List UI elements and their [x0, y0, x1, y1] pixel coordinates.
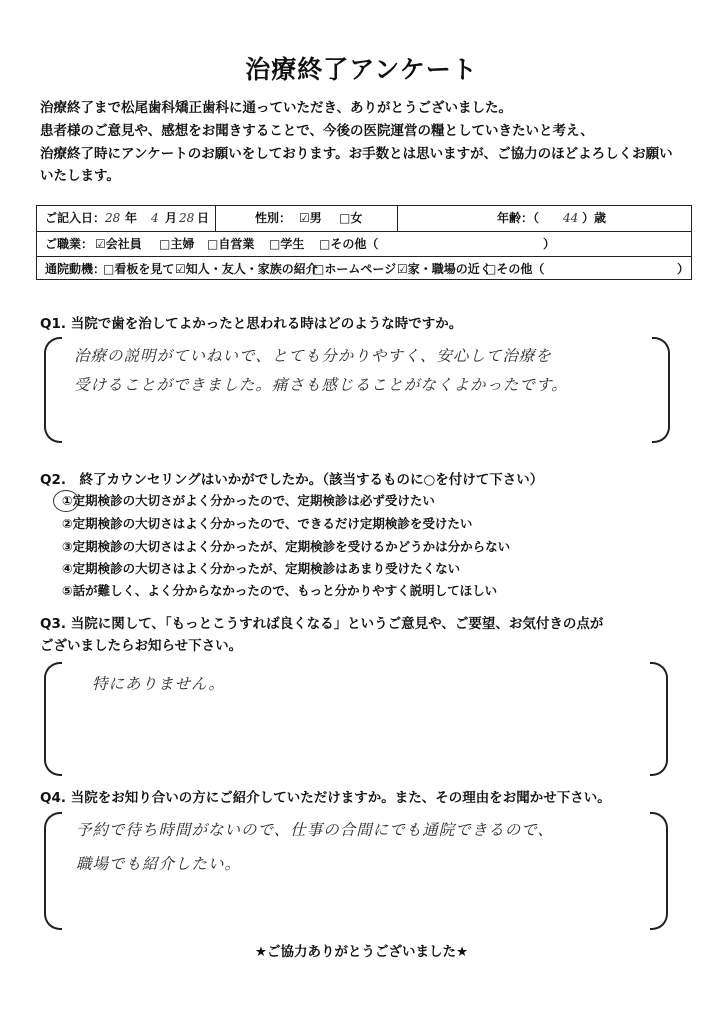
intro-line-3: 治療終了時にアンケートのお願いをしております。お手数とは思いますが、ご協力のほどよろしくお願い	[40, 146, 673, 162]
motive-option-other[interactable]: □その他（	[485, 262, 545, 276]
respondent-info-table	[36, 205, 692, 280]
gender-male-checkbox[interactable]: ☑男	[299, 211, 322, 225]
q4-question: Q4. 当院をお知り合いの方にご紹介していただけますか。また、その理由をお聞かせ下さい。	[40, 790, 611, 806]
date-day-unit: 日	[197, 211, 210, 225]
intro-line-4: いたします。	[40, 168, 120, 184]
occupation-label: ご職業：	[45, 237, 94, 251]
q4-answer-line-1[interactable]: 予約で待ち時間がないので、仕事の合間にでも通院できるので、	[76, 821, 554, 839]
q4-answer-line-2[interactable]: 職場でも紹介したい。	[76, 855, 242, 873]
q2-option-4[interactable]: ④定期検診の大切さはよく分かったが、定期検診はあまり受けたくない	[62, 561, 461, 576]
motive-option-referral[interactable]: ☑知人・友人・家族の紹介	[175, 262, 318, 276]
gender-female-checkbox[interactable]: □女	[339, 211, 363, 225]
q4-answer-frame-right	[650, 812, 668, 930]
q1-answer-frame-right	[652, 337, 670, 443]
date-year-value[interactable]: 28	[105, 211, 121, 225]
q3-answer-frame-right	[650, 662, 668, 776]
page-title: 治療終了アンケート	[245, 55, 478, 84]
motive-option-homepage[interactable]: □ホームページ	[313, 262, 397, 276]
occupation-other-close: ）	[543, 237, 556, 251]
occupation-option-other[interactable]: □その他（	[319, 237, 379, 251]
motive-option-signboard[interactable]: □看板を見て	[103, 262, 175, 276]
q1-answer-line-1[interactable]: 治療の説明がていねいで、とても分かりやすく、安心して治療を	[74, 347, 552, 365]
q3-answer-frame-left	[44, 662, 62, 776]
q2-option-1[interactable]: ①定期検診の大切さがよく分かったので、定期検診は必ず受けたい	[62, 493, 435, 508]
intro-line-1: 治療終了まで松尾歯科矯正歯科に通っていただき、ありがとうございました。	[40, 100, 512, 116]
motive-option-near-home-work[interactable]: ☑家・職場の近く	[397, 262, 492, 276]
date-label: ご記入日：	[45, 211, 106, 225]
q2-option-5[interactable]: ⑤話が難しく、よく分からなかったので、もっと分かりやすく説明してほしい	[62, 583, 498, 598]
date-day-value[interactable]: 28	[179, 211, 195, 225]
age-value[interactable]: 44	[563, 211, 579, 225]
occupation-option-self-employed[interactable]: □自営業	[207, 237, 255, 251]
q2-option-2[interactable]: ②定期検診の大切さはよく分かったので、できるだけ定期検診を受けたい	[62, 516, 473, 531]
age-suffix: ）歳	[582, 211, 607, 225]
closing-message: ★ご協力ありがとうございました★	[254, 944, 469, 960]
occupation-option-employee[interactable]: ☑会社員	[95, 237, 142, 251]
info-row-motive	[37, 256, 691, 281]
q1-answer-line-2[interactable]: 受けることができました。痛さも感じることがなくよかったです。	[74, 376, 568, 394]
q3-question-line-1: Q3. 当院に関して、「もっとこうすれば良くなる」というご意見や、ご要望、お気付きの点が	[40, 616, 604, 632]
age-label: 年齢：（	[497, 211, 540, 225]
occupation-option-housewife[interactable]: □主婦	[159, 237, 195, 251]
q3-question-line-2: ございましたらお知らせ下さい。	[40, 638, 243, 654]
divider	[215, 206, 216, 231]
q4-answer-frame-left	[44, 812, 62, 930]
motive-label: 通院動機：	[45, 262, 106, 276]
info-row-occupation	[37, 231, 691, 256]
motive-other-close: ）	[677, 262, 690, 276]
q2-option-3[interactable]: ③定期検診の大切さはよく分かったが、定期検診を受けるかどうかは分からない	[62, 539, 511, 554]
date-year-unit: 年	[125, 211, 138, 225]
info-row-date-gender-age	[37, 206, 691, 231]
q3-answer-line-1[interactable]: 特にありません。	[92, 675, 225, 693]
gender-label: 性別：	[255, 211, 292, 225]
occupation-option-student[interactable]: □学生	[269, 237, 305, 251]
date-month-value[interactable]: 4	[151, 211, 159, 225]
intro-line-2: 患者様のご意見や、感想をお聞きすることで、今後の医院運営の糧としていきたいと考え、	[40, 123, 594, 139]
q1-answer-frame-left	[44, 337, 62, 443]
date-month-unit: 月	[165, 211, 178, 225]
q2-question: Q2. 終了カウンセリングはいかがでしたか。（該当するものに○を付けて下さい）	[40, 472, 544, 488]
divider	[397, 206, 398, 231]
q1-question: Q1. 当院で歯を治してよかったと思われる時はどのような時ですか。	[40, 316, 463, 332]
